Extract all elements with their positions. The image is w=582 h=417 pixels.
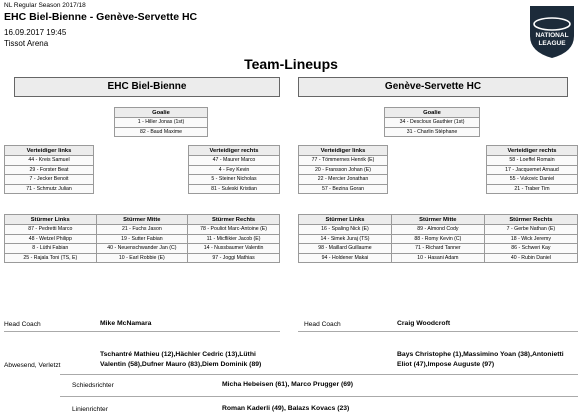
divider <box>60 396 578 397</box>
player-cell: 20 - Fransson Johan (E) <box>299 165 388 175</box>
svg-text:NATIONAL: NATIONAL <box>535 32 569 39</box>
player-cell: 22 - Mercier Jonathan <box>299 175 388 185</box>
fwd-center-header: Stürmer Mitte <box>96 215 188 225</box>
def-right-header: Verteidiger rechts <box>487 146 578 156</box>
player-cell: 71 - Schmutz Julian <box>5 184 94 194</box>
away-head-coach: Craig Woodcroft <box>397 320 451 327</box>
home-def-right-table <box>188 145 280 194</box>
player-cell: 58 - Loeffel Romain <box>487 156 578 166</box>
player-cell: 14 - Simek Juraj (TS) <box>299 234 392 244</box>
player-cell: 88 - Romy Kevin (C) <box>391 234 484 244</box>
player-cell: 97 - Joggi Mathias <box>188 253 280 263</box>
def-right-header: Verteidiger rechts <box>189 146 280 156</box>
home-head-coach: Mike McNamara <box>100 320 152 327</box>
home-forwards-table <box>4 214 280 263</box>
player-cell: 16 - Spaling Nick (E) <box>299 225 392 235</box>
player-cell: 7 - Gerbe Nathan (E) <box>484 225 577 235</box>
player-cell: 40 - Rubin Daniel <box>484 253 577 263</box>
player-cell: 7 - Jecker Benoit <box>5 175 94 185</box>
def-left-header: Verteidiger links <box>5 146 94 156</box>
player-cell: 40 - Neuenschwander Jan (C) <box>96 244 188 254</box>
home-absent-label: Abwesend, Verletzt <box>4 362 61 369</box>
national-league-logo <box>526 2 578 60</box>
goalie-header: Goalie <box>385 108 480 118</box>
away-team-header: Genève-Servette HC <box>298 77 568 97</box>
season-label: NL Regular Season 2017/18 <box>4 2 86 9</box>
home-goalie-2: 82 - Baud Maxime <box>115 127 208 137</box>
player-cell: 18 - Wick Jeremy <box>484 234 577 244</box>
away-absent-list <box>397 350 564 369</box>
home-goalie-1: 1 - Hiller Jonas (1st) <box>115 118 208 128</box>
player-cell: 94 - Holdener Makai <box>299 253 392 263</box>
player-cell: 25 - Rajala Toni (TS, E) <box>5 253 97 263</box>
linesmen-names: Roman Kaderli (49), Balazs Kovacs (23) <box>222 405 350 412</box>
absent-line: Bays Christophe (1),Massimino Yoan (38),Antonietti <box>397 351 564 358</box>
player-cell: 86 - Schweri Kay <box>484 244 577 254</box>
player-cell: 11 - Micflikier Jacob (E) <box>188 234 280 244</box>
fwd-center-header: Stürmer Mitte <box>391 215 484 225</box>
page-title: Team-Lineups <box>244 56 338 72</box>
home-def-left-table <box>4 145 94 194</box>
divider <box>4 331 280 332</box>
def-left-header: Verteidiger links <box>299 146 388 156</box>
match-arena: Tissot Arena <box>4 39 49 48</box>
absent-line: Valentin (58),Dufner Mauro (83),Diem Dominik (89) <box>100 360 262 368</box>
home-head-coach-label: Head Coach <box>4 321 41 328</box>
player-cell: 55 - Vukovic Daniel <box>487 175 578 185</box>
fwd-left-header: Stürmer Links <box>5 215 97 225</box>
player-cell: 89 - Almond Cody <box>391 225 484 235</box>
player-cell: 57 - Bezina Goran <box>299 184 388 194</box>
home-absent-list <box>100 350 261 369</box>
player-cell: 10 - Earl Robbie (E) <box>96 253 188 263</box>
absent-line: Eliot (47),Impose Auguste (97) <box>397 360 495 368</box>
match-title: EHC Biel-Bienne - Genève-Servette HC <box>4 11 198 23</box>
player-cell: 29 - Forster Beat <box>5 165 94 175</box>
player-cell: 21 - Traber Tim <box>487 184 578 194</box>
linesmen-label: Linienrichter <box>72 406 108 413</box>
player-cell: 78 - Pouliot Marc-Antoine (E) <box>188 225 280 235</box>
player-cell: 5 - Steiner Nicholas <box>189 175 280 185</box>
player-cell: 8 - Lüthi Fabian <box>5 244 97 254</box>
referees-label: Schiedsrichter <box>72 382 114 389</box>
away-def-right-table <box>486 145 578 194</box>
league-shield-icon <box>526 2 578 60</box>
away-def-left-table <box>298 145 388 194</box>
away-goalie-1: 34 - Descloux Gauthier (1st) <box>385 118 480 128</box>
svg-text:LEAGUE: LEAGUE <box>538 40 566 47</box>
fwd-right-header: Stürmer Rechts <box>188 215 280 225</box>
referees-names: Micha Hebeisen (61), Marco Prugger (69) <box>222 381 354 388</box>
divider <box>298 331 578 332</box>
match-datetime: 16.09.2017 19:45 <box>4 28 67 37</box>
absent-line: Tschantré Mathieu (12),Hächler Cedric (13),Lüthi <box>100 351 256 358</box>
player-cell: 10 - Hasani Adam <box>391 253 484 263</box>
fwd-left-header: Stürmer Links <box>299 215 392 225</box>
home-goalie-table <box>114 107 208 137</box>
player-cell: 17 - Jacquemet Arnaud <box>487 165 578 175</box>
goalie-header: Goalie <box>115 108 208 118</box>
player-cell: 77 - Tömmernes Henrik (E) <box>299 156 388 166</box>
player-cell: 98 - Maillard Guillaume <box>299 244 392 254</box>
player-cell: 21 - Fuchs Jason <box>96 225 188 235</box>
player-cell: 71 - Richard Tanner <box>391 244 484 254</box>
player-cell: 81 - Suleski Kristian <box>189 184 280 194</box>
player-cell: 14 - Nussbaumer Valentin <box>188 244 280 254</box>
away-head-coach-label: Head Coach <box>304 321 341 328</box>
player-cell: 48 - Wetzel Philipp <box>5 234 97 244</box>
player-cell: 4 - Fey Kevin <box>189 165 280 175</box>
away-forwards-table <box>298 214 578 263</box>
home-team-header: EHC Biel-Bienne <box>14 77 280 97</box>
player-cell: 19 - Sutter Fabian <box>96 234 188 244</box>
away-goalie-table <box>384 107 480 137</box>
fwd-right-header: Stürmer Rechts <box>484 215 577 225</box>
player-cell: 87 - Pedretti Marco <box>5 225 97 235</box>
player-cell: 47 - Maurer Marco <box>189 156 280 166</box>
divider <box>60 374 578 375</box>
player-cell: 44 - Kreis Samuel <box>5 156 94 166</box>
away-goalie-2: 31 - Charlin Stéphane <box>385 127 480 137</box>
